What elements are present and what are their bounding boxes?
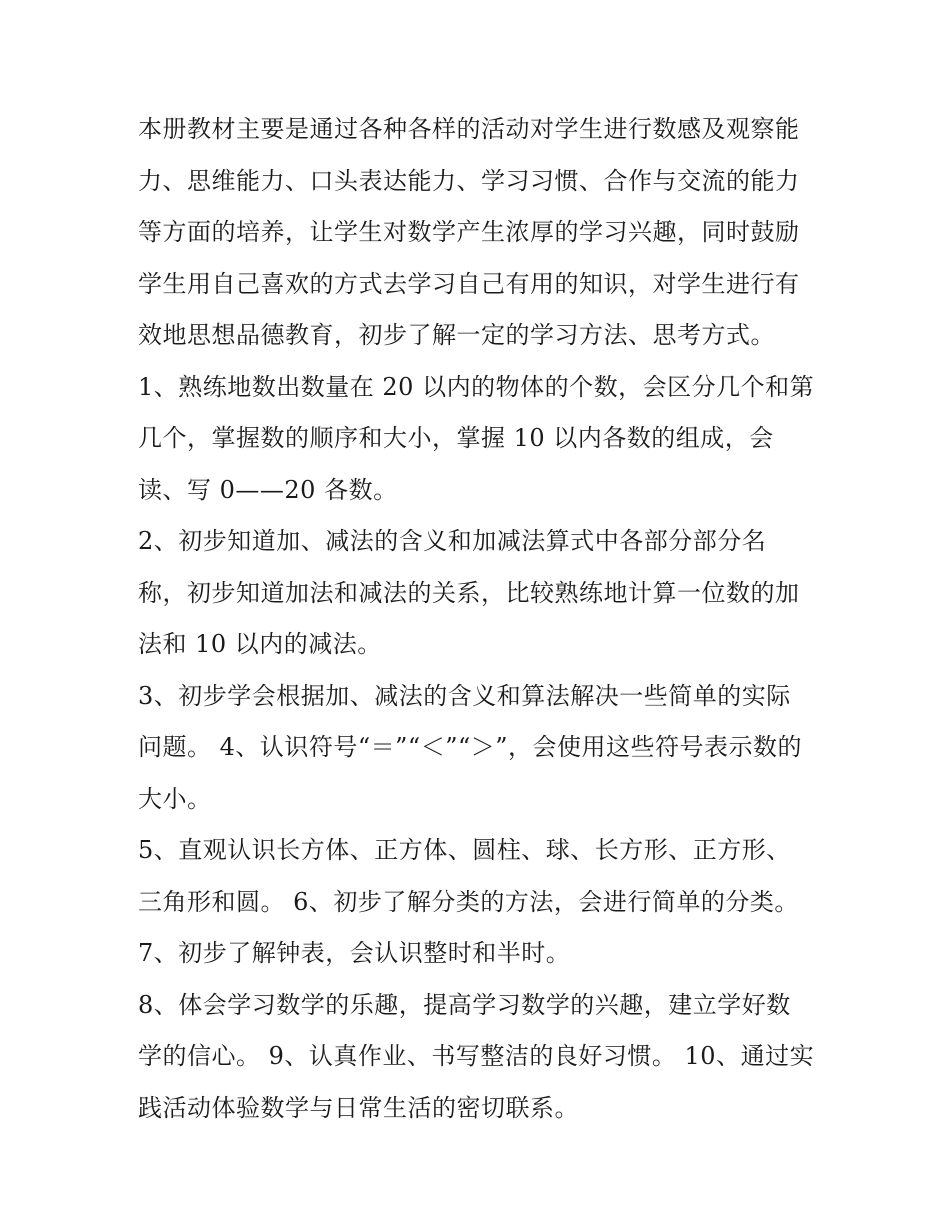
text-line: 三角形和圆。 6、初步了解分类的方法，会进行简单的分类。 — [138, 887, 799, 916]
text-line: 8、体会学习数学的乐趣，提高学习数学的兴趣，建立学好数 — [138, 990, 791, 1019]
text-line: 践活动体验数学与日常生活的密切联系。 — [138, 1093, 579, 1122]
text-line: 7、初步了解钟表，会认识整时和半时。 — [138, 939, 571, 967]
text-line: 称，初步知道加法和减法的关系，比较熟练地计算一位数的加 — [138, 578, 800, 607]
text-line: 本册教材主要是通过各种各样的活动对学生进行数感及观察能 — [138, 115, 800, 143]
text-line: 1、熟练地数出数量在 20 以内的物体的个数，会区分几个和第 — [138, 372, 815, 401]
document-body — [138, 104, 818, 1134]
text-line: 法和 10 以内的减法。 — [138, 630, 382, 658]
text-line: 问题。 4、认识符号“＝”“＜”“＞”，会使用这些符号表示数的 — [138, 733, 803, 761]
text-line: 读、写 0——20 各数。 — [138, 475, 398, 504]
text-line: 几个，掌握数的顺序和大小，掌握 10 以内各数的组成，会 — [138, 424, 774, 452]
text-line: 学的信心。 9、认真作业、书写整洁的良好习惯。 10、通过实 — [138, 1042, 815, 1070]
text-line: 学生用自己喜欢的方式去学习自己有用的知识，对学生进行有 — [138, 269, 800, 298]
text-line: 3、初步学会根据加、减法的含义和算法解决一些简单的实际 — [138, 681, 791, 710]
text-line: 等方面的培养，让学生对数学产生浓厚的学习兴趣，同时鼓励 — [138, 218, 800, 246]
text-line: 5、直观认识长方体、正方体、圆柱、球、长方形、正方形、 — [138, 836, 791, 864]
text-line: 力、思维能力、口头表达能力、学习习惯、合作与交流的能力 — [138, 166, 800, 195]
text-line: 2、初步知道加、减法的含义和加减法算式中各部分部分名 — [138, 527, 767, 555]
text-line: 大小。 — [138, 784, 212, 813]
text-line: 效地思想品德教育，初步了解一定的学习方法、思考方式。 — [138, 321, 775, 349]
